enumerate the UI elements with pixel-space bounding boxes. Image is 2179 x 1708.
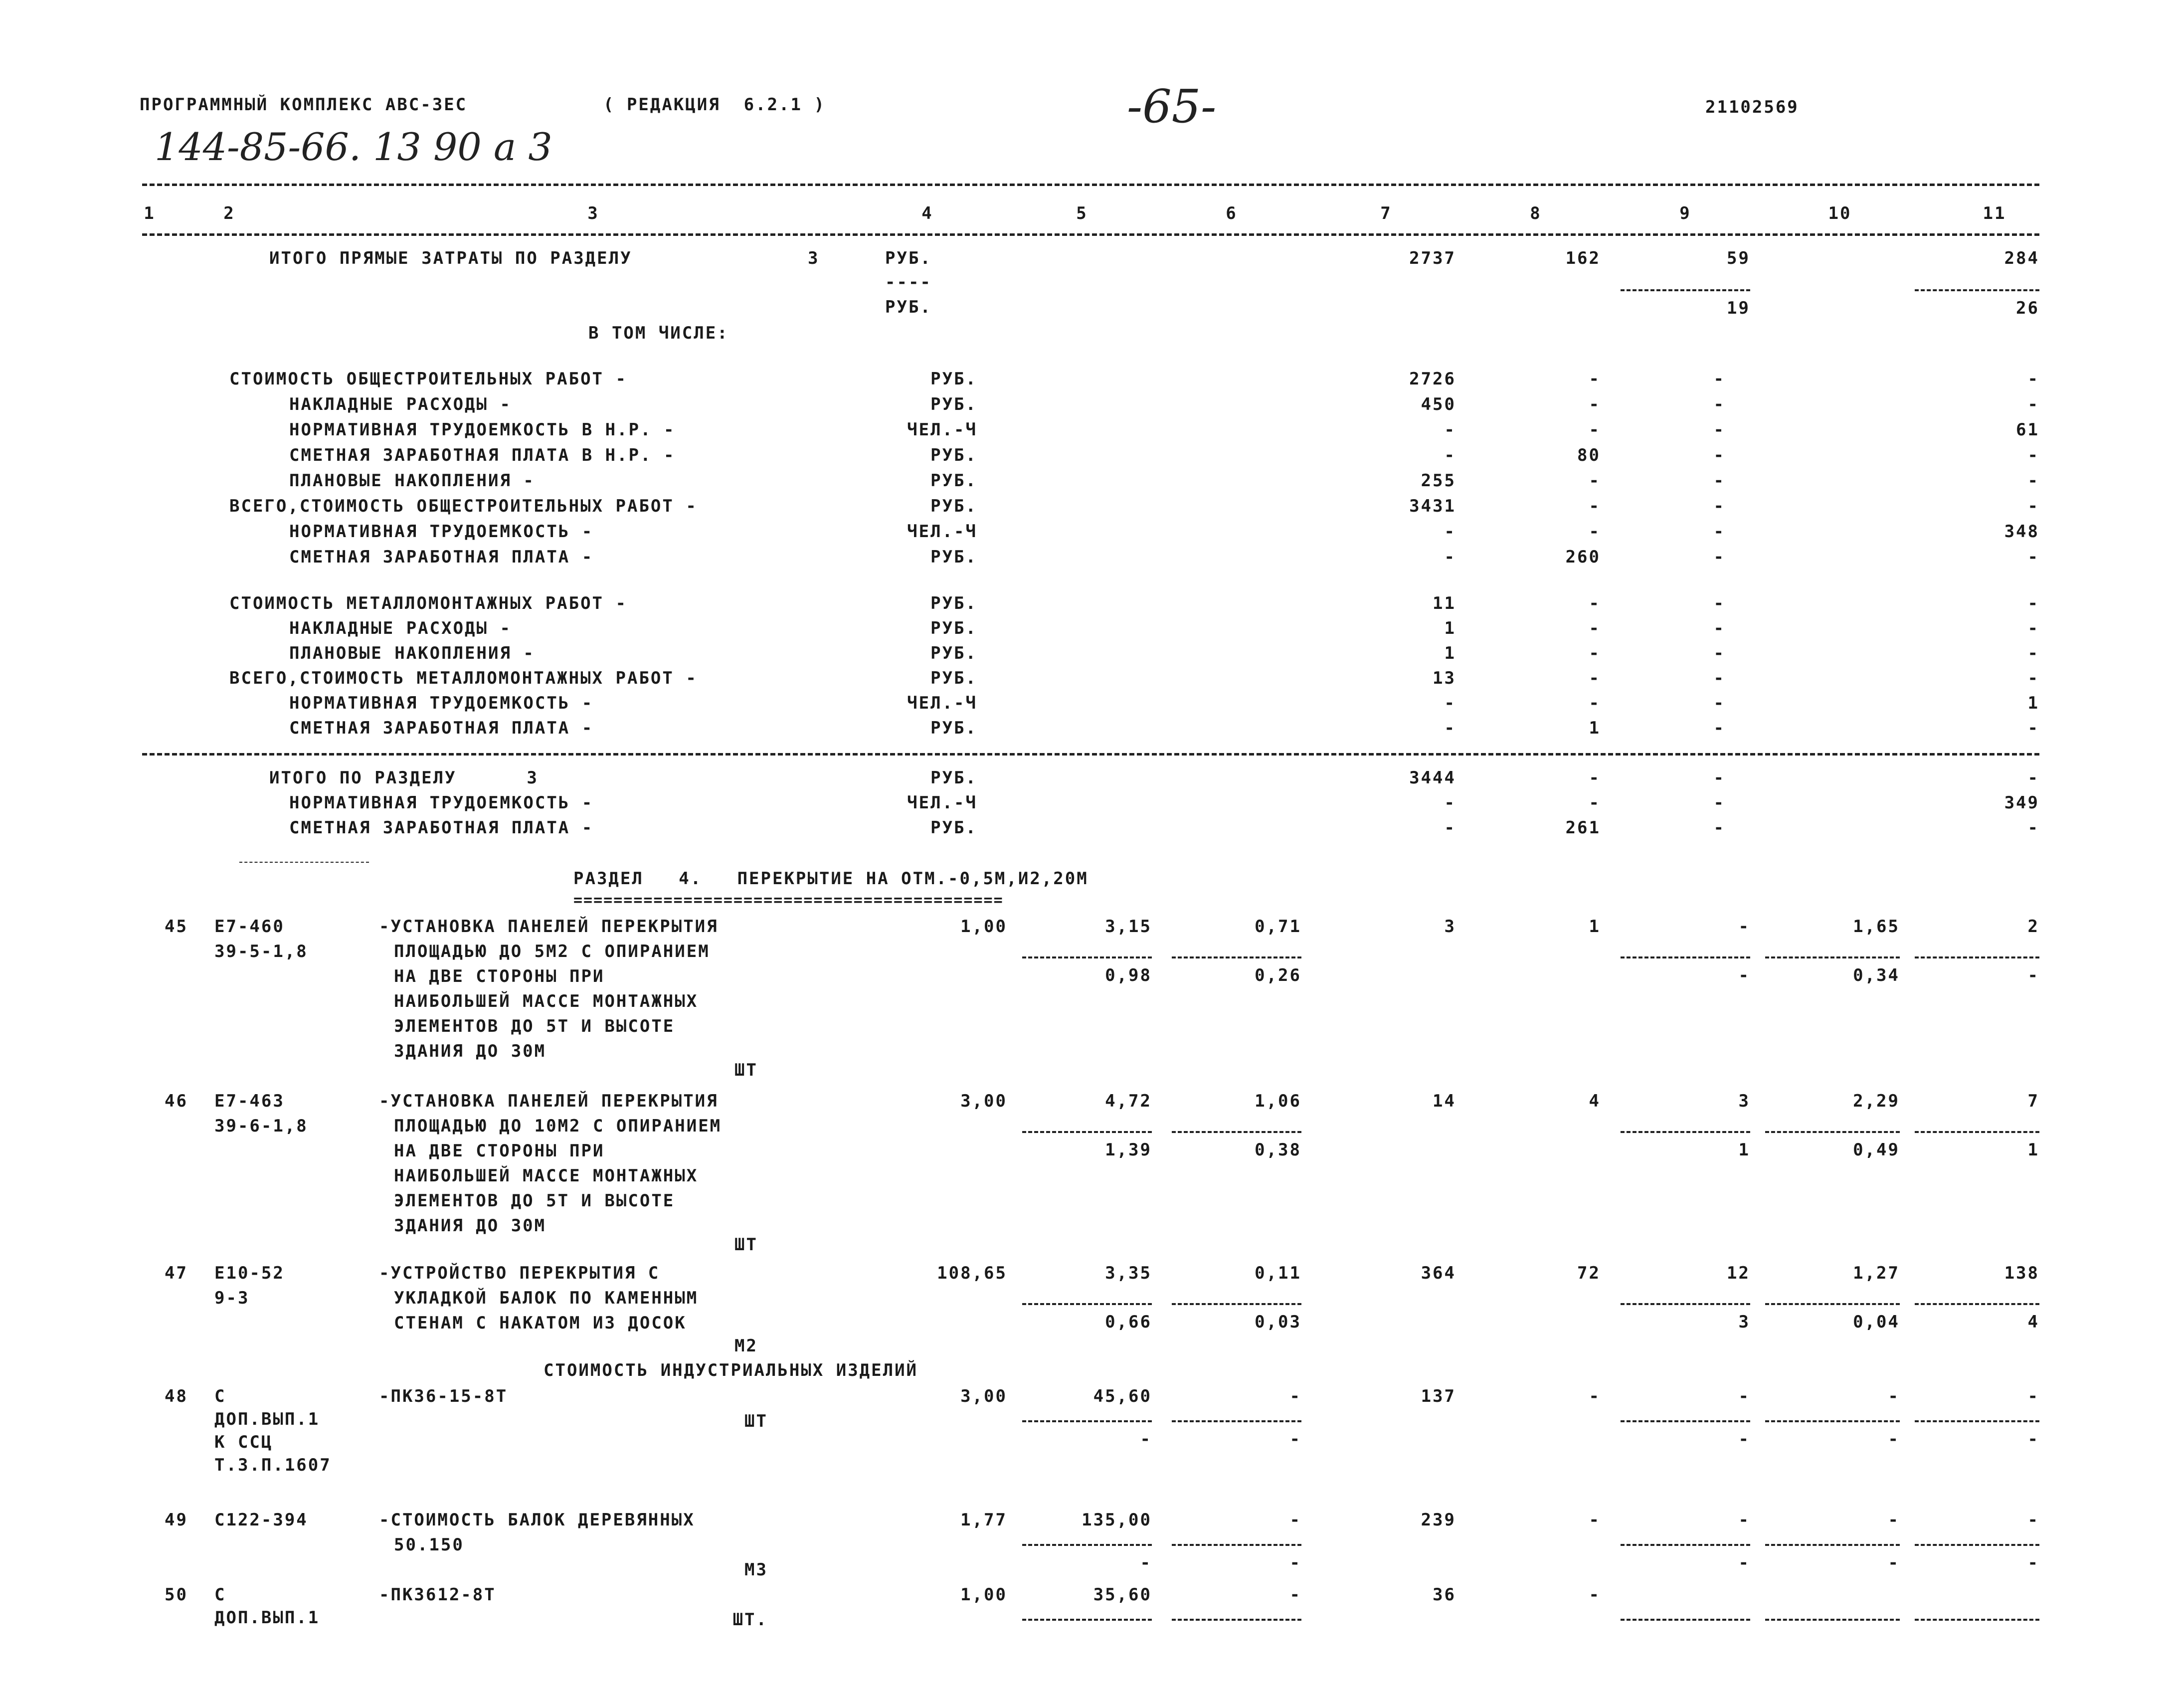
column-header-3: 3 [587,203,599,223]
item-sep-c6 [1172,1619,1301,1621]
section3-unit-sep: ---- [885,272,932,292]
metal_works-c9: - [1713,643,1725,663]
metal_works-unit: РУБ. [930,618,977,638]
section_total-c9: - [1713,793,1725,813]
item-sep-c5 [1022,1420,1152,1422]
general_works-c8: - [1589,369,1601,389]
item-code-line: ДОП.ВЫП.1 [214,1608,320,1628]
section3-c9b: 19 [1727,298,1750,318]
item-c4: 1,00 [960,1585,1007,1605]
general_works-c8: 260 [1565,547,1601,567]
section_total-c9: - [1713,818,1725,838]
section3-c7: 2737 [1409,248,1456,268]
item-sep-c6 [1172,1420,1301,1422]
item-code: С [214,1585,226,1605]
edition: ( РЕДАКЦИЯ 6.2.1 ) [603,95,826,115]
item-c4: 3,00 [960,1091,1007,1111]
item-sep-c5 [1022,1619,1152,1621]
item-unit: ШТ [734,1060,758,1080]
general_works-c11: 348 [2004,522,2039,542]
item-desc-line: ЗДАНИЯ ДО 30М [394,1216,546,1236]
section_total-unit: РУБ. [930,768,977,788]
metal_works-label: СМЕТНАЯ ЗАРАБОТНАЯ ПЛАТА - [289,718,594,738]
section3-c9: 59 [1727,248,1750,268]
metal_works-c7: 1 [1444,643,1456,663]
general_works-c11: 61 [2016,420,2039,440]
general_works-c9: - [1713,496,1725,516]
item-desc-line: НАИБОЛЬШЕЙ МАССЕ МОНТАЖНЫХ [394,1166,699,1186]
item-desc-line: ЗДАНИЯ ДО 30М [394,1041,546,1061]
item-c5b: - [1140,1553,1152,1573]
metal_works-c8: - [1589,618,1601,638]
item-c4: 108,65 [937,1263,1007,1283]
section3-unit2: РУБ. [885,297,932,317]
section_total-c11: - [2027,768,2039,788]
item-sep-c9 [1621,1544,1750,1546]
item-c9b: 3 [1738,1312,1750,1332]
item-c11: 7 [2027,1091,2039,1111]
general_works-c7: - [1444,420,1456,440]
general_works-c8: - [1589,394,1601,414]
item-c9: - [1738,1510,1750,1530]
item-sep-c5 [1022,1303,1152,1305]
general_works-c11: - [2027,394,2039,414]
item-c9: 3 [1738,1091,1750,1111]
item-c8: - [1589,1386,1601,1406]
metal_works-c7: - [1444,718,1456,738]
metal_works-label: НОРМАТИВНАЯ ТРУДОЕМКОСТЬ - [289,693,594,713]
item-unit: М2 [734,1336,758,1356]
general_works-c9: - [1713,445,1725,465]
item-sep-c11 [1915,1303,2039,1305]
item-num: 47 [165,1263,188,1283]
item-c5b: - [1140,1429,1152,1449]
item-c5: 135,00 [1082,1510,1152,1530]
item-sep-c10 [1765,1131,1900,1133]
item-c4: 3,00 [960,1386,1007,1406]
page-number-handwritten: -65- [1127,80,1217,133]
item-c5b: 0,66 [1105,1312,1152,1332]
column-header-8: 8 [1530,203,1542,223]
handwritten-code: 144-85-66. 13 90 a 3 [155,125,552,169]
metal_works-c8: 1 [1589,718,1601,738]
item-c11b: 4 [2027,1312,2039,1332]
metal_works-label: СТОИМОСТЬ МЕТАЛЛОМОНТАЖНЫХ РАБОТ - [229,593,627,613]
general_works-c7: - [1444,547,1456,567]
item-desc-line: УКЛАДКОЙ БАЛОК ПО КАМЕННЫМ [394,1288,699,1308]
item-code: Е7-460 [214,917,285,937]
item-sep-c9 [1621,1131,1750,1133]
section3-c8: 162 [1565,248,1601,268]
item-code: Е10-52 [214,1263,285,1283]
metal_works-unit: РУБ. [930,718,977,738]
metal_works-label: ПЛАНОВЫЕ НАКОПЛЕНИЯ - [289,643,535,663]
general_works-unit: РУБ. [930,547,977,567]
general_works-unit: РУБ. [930,394,977,414]
item-sep-c5 [1022,1544,1152,1546]
metal_works-c9: - [1713,693,1725,713]
metal_works-c8: - [1589,643,1601,663]
item-c8: - [1589,1585,1601,1605]
section4-underline: =========================================== [573,892,1004,909]
section_total-c7: 3444 [1409,768,1456,788]
item-c10b: 0,34 [1853,965,1900,985]
section_total-label: СМЕТНАЯ ЗАРАБОТНАЯ ПЛАТА - [289,818,594,838]
program-name: ПРОГРАММНЫЙ КОМПЛЕКС АВС-ЗЕС [140,95,468,115]
item-c8: - [1589,1510,1601,1530]
item-desc-line: НА ДВЕ СТОРОНЫ ПРИ [394,966,605,986]
item-c5: 3,35 [1105,1263,1152,1283]
doc-number: 21102569 [1705,97,1799,117]
item-code-line: Т.3.П.1607 [214,1455,332,1475]
item-c9b: - [1738,1553,1750,1573]
item-c7: 14 [1433,1091,1456,1111]
section_total-c7: - [1444,818,1456,838]
item-num: 46 [165,1091,188,1111]
item-c7: 364 [1421,1263,1456,1283]
item-c9: - [1738,917,1750,937]
item-c4: 1,77 [960,1510,1007,1530]
general_works-c11: - [2027,471,2039,491]
item-sep-c10 [1765,1303,1900,1305]
general_works-label: СМЕТНАЯ ЗАРАБОТНАЯ ПЛАТА В Н.Р. - [289,445,676,465]
section3-c11: 284 [2004,248,2039,268]
section_total-c8: - [1589,768,1601,788]
general_works-c9: - [1713,369,1725,389]
section3-total-num: 3 [808,248,820,268]
item-desc2: 50.150 [394,1535,464,1555]
item-sep-c10 [1765,1420,1900,1422]
general_works-label: ВСЕГО,СТОИМОСТЬ ОБЩЕСТРОИТЕЛЬНЫХ РАБОТ - [229,496,698,516]
item-sep-c9 [1621,956,1750,958]
item-c11b: - [2027,965,2039,985]
metal_works-c9: - [1713,618,1725,638]
item-c5b: 1,39 [1105,1140,1152,1160]
item-num: 49 [165,1510,188,1530]
metal_works-unit: РУБ. [930,593,977,613]
item-c8: 1 [1589,917,1601,937]
item-sep-c11 [1915,1420,2039,1422]
general_works-label: НОРМАТИВНАЯ ТРУДОЕМКОСТЬ В Н.Р. - [289,420,676,440]
item-unit: ШТ [734,1235,758,1255]
industrial-header: СТОИМОСТЬ ИНДУСТРИАЛЬНЫХ ИЗДЕЛИЙ [544,1360,918,1380]
item-c10: 1,65 [1853,917,1900,937]
column-header-1: 1 [144,203,156,223]
section_total-c7: - [1444,793,1456,813]
section_total-c11: 349 [2004,793,2039,813]
header-rule-top [142,184,2039,186]
item-c9b: - [1738,1429,1750,1449]
item-c6b: - [1289,1553,1301,1573]
header-rule-bottom [142,233,2039,236]
item-sep-c11 [1915,1544,2039,1546]
metal_works-c11: - [2027,593,2039,613]
general_works-c8: - [1589,420,1601,440]
item-c6b: - [1289,1429,1301,1449]
item-c7: 239 [1421,1510,1456,1530]
item-sep-c11 [1915,956,2039,958]
column-header-2: 2 [223,203,235,223]
item-c10: 2,29 [1853,1091,1900,1111]
item-c7: 3 [1444,917,1456,937]
column-header-10: 10 [1828,203,1852,223]
item-code2: 9-3 [214,1288,250,1308]
item-num: 45 [165,917,188,937]
item-desc: -СТОИМОСТЬ БАЛОК ДЕРЕВЯННЫХ [379,1510,695,1530]
item-code2: 39-5-1,8 [214,942,308,961]
item-c6: - [1289,1510,1301,1530]
item-sep-c5 [1022,956,1152,958]
general_works-label: СМЕТНАЯ ЗАРАБОТНАЯ ПЛАТА - [289,547,594,567]
item-sep-c6 [1172,1303,1301,1305]
general_works-c9: - [1713,522,1725,542]
item-sep-c5 [1022,1131,1152,1133]
general_works-label: ПЛАНОВЫЕ НАКОПЛЕНИЯ - [289,471,535,491]
general_works-c11: - [2027,369,2039,389]
metal_works-c11: - [2027,718,2039,738]
item-c11: 2 [2027,917,2039,937]
general_works-c7: 3431 [1409,496,1456,516]
general_works-c7: - [1444,445,1456,465]
section3-sep-c9 [1621,289,1750,291]
general_works-label: НАКЛАДНЫЕ РАСХОДЫ - [289,394,512,414]
metal_works-c9: - [1713,593,1725,613]
item-c4: 1,00 [960,917,1007,937]
item-sep-c6 [1172,956,1301,958]
general_works-unit: РУБ. [930,471,977,491]
column-header-5: 5 [1076,203,1088,223]
item-c10: - [1888,1510,1900,1530]
general_works-c8: 80 [1577,445,1601,465]
general_works-c8: - [1589,522,1601,542]
item-code: С [214,1386,226,1406]
item-c6: 0,71 [1255,917,1301,937]
metal_works-c7: 13 [1433,668,1456,688]
general_works-unit: РУБ. [930,445,977,465]
metal_works-c11: - [2027,643,2039,663]
item-c11: 138 [2004,1263,2039,1283]
column-header-7: 7 [1380,203,1392,223]
item-c6b: 0,26 [1255,965,1301,985]
metal_works-c8: - [1589,668,1601,688]
item-c5: 45,60 [1093,1386,1152,1406]
item-code2: 39-6-1,8 [214,1116,308,1136]
item-sep-c6 [1172,1544,1301,1546]
section_total-c9: - [1713,768,1725,788]
section_total-c8: 261 [1565,818,1601,838]
item-desc: -ПК3612-8Т [379,1585,496,1605]
metal_works-c7: 1 [1444,618,1456,638]
section3-sep-c11 [1915,289,2039,291]
general_works-c7: - [1444,522,1456,542]
metal_works-c11: 1 [2027,693,2039,713]
general_works-label: НОРМАТИВНАЯ ТРУДОЕМКОСТЬ - [289,522,594,542]
section_total-unit: ЧЕЛ.-Ч [907,793,977,813]
item-c10b: - [1888,1429,1900,1449]
item-c6: - [1289,1585,1301,1605]
metal_works-c9: - [1713,718,1725,738]
item-c11: - [2027,1510,2039,1530]
item-c8: 72 [1577,1263,1601,1283]
item-c6: - [1289,1386,1301,1406]
item-c9: 12 [1727,1263,1750,1283]
metal_works-label: НАКЛАДНЫЕ РАСХОДЫ - [289,618,512,638]
general_works-c11: - [2027,547,2039,567]
section-total-rule [142,753,2039,756]
metal_works-unit: РУБ. [930,643,977,663]
item-c9b: - [1738,965,1750,985]
section3-total-label: ИТОГО ПРЯМЫЕ ЗАТРАТЫ ПО РАЗДЕЛУ [269,248,632,268]
general_works-label: СТОИМОСТЬ ОБЩЕСТРОИТЕЛЬНЫХ РАБОТ - [229,369,627,389]
metal_works-c9: - [1713,668,1725,688]
item-c5: 35,60 [1093,1585,1152,1605]
item-code-line: К ССЦ [214,1432,273,1452]
general_works-unit: ЧЕЛ.-Ч [907,522,977,542]
metal_works-c11: - [2027,618,2039,638]
item-c7: 36 [1433,1585,1456,1605]
item-sep-c11 [1915,1619,2039,1621]
item-desc-line: -УСТРОЙСТВО ПЕРЕКРЫТИЯ С [379,1263,660,1283]
general_works-c7: 2726 [1409,369,1456,389]
general_works-unit: ЧЕЛ.-Ч [907,420,977,440]
column-header-11: 11 [1983,203,2006,223]
item-sep-c6 [1172,1131,1301,1133]
item-desc-line: ПЛОЩАДЬЮ ДО 5М2 С ОПИРАНИЕМ [394,942,710,961]
item-sep-c9 [1621,1303,1750,1305]
item-c7: 137 [1421,1386,1456,1406]
section3-c11b: 26 [2016,298,2039,318]
item-c10b: 0,49 [1853,1140,1900,1160]
column-header-6: 6 [1226,203,1238,223]
section_total-c11: - [2027,818,2039,838]
general_works-c9: - [1713,547,1725,567]
metal_works-unit: РУБ. [930,668,977,688]
item-c5: 3,15 [1105,917,1152,937]
item-unit: ШТ [744,1411,768,1431]
item-code: С122-394 [214,1510,308,1530]
item-desc-line: НА ДВЕ СТОРОНЫ ПРИ [394,1141,605,1161]
including-label: В ТОМ ЧИСЛЕ: [588,323,729,343]
item-c10b: - [1888,1553,1900,1573]
item-num: 48 [165,1386,188,1406]
item-c10: 1,27 [1853,1263,1900,1283]
section_total-c8: - [1589,793,1601,813]
item-unit: ШТ. [732,1610,768,1630]
item-c6: 0,11 [1255,1263,1301,1283]
item-sep-c9 [1621,1619,1750,1621]
item-desc-line: ЭЛЕМЕНТОВ ДО 5Т И ВЫСОТЕ [394,1191,675,1211]
item-c11: - [2027,1386,2039,1406]
general_works-c9: - [1713,394,1725,414]
item-c6b: 0,03 [1255,1312,1301,1332]
item-desc-line: СТЕНАМ С НАКАТОМ ИЗ ДОСОК [394,1313,687,1333]
item-desc: -ПК36-15-8Т [379,1386,508,1406]
general_works-c11: - [2027,445,2039,465]
section3-unit: РУБ. [885,248,932,268]
general_works-c11: - [2027,496,2039,516]
item-c11b: 1 [2027,1140,2039,1160]
item-c11b: - [2027,1429,2039,1449]
item-desc-line: -УСТАНОВКА ПАНЕЛЕЙ ПЕРЕКРЫТИЯ [379,1091,719,1111]
metal_works-label: ВСЕГО,СТОИМОСТЬ МЕТАЛЛОМОНТАЖНЫХ РАБОТ - [229,668,698,688]
item-desc-line: ПЛОЩАДЬЮ ДО 10М2 С ОПИРАНИЕМ [394,1116,722,1136]
column-header-4: 4 [921,203,933,223]
section_total-label: НОРМАТИВНАЯ ТРУДОЕМКОСТЬ - [289,793,594,813]
metal_works-c7: 11 [1433,593,1456,613]
metal_works-c7: - [1444,693,1456,713]
general_works-unit: РУБ. [930,496,977,516]
item-c9: - [1738,1386,1750,1406]
item-sep-c10 [1765,1619,1900,1621]
metal_works-c8: - [1589,593,1601,613]
item-c10: - [1888,1386,1900,1406]
general_works-c9: - [1713,420,1725,440]
general_works-c8: - [1589,471,1601,491]
item-desc-line: -УСТАНОВКА ПАНЕЛЕЙ ПЕРЕКРЫТИЯ [379,917,719,937]
item-sep-c9 [1621,1420,1750,1422]
item-c11b: - [2027,1553,2039,1573]
item-c6: 1,06 [1255,1091,1301,1111]
section_total-unit: РУБ. [930,818,977,838]
item-desc-line: ЭЛЕМЕНТОВ ДО 5Т И ВЫСОТЕ [394,1016,675,1036]
item-c6b: 0,38 [1255,1140,1301,1160]
item-c8: 4 [1589,1091,1601,1111]
item-unit: М3 [744,1560,768,1580]
item-sep-c10 [1765,1544,1900,1546]
stray-mark [239,862,369,863]
item-num: 50 [165,1585,188,1605]
section4-title: РАЗДЕЛ 4. ПЕРЕКРЫТИЕ НА ОТМ.-0,5М,И2,20М [573,869,1089,889]
item-desc-line: НАИБОЛЬШЕЙ МАССЕ МОНТАЖНЫХ [394,991,699,1011]
item-code: Е7-463 [214,1091,285,1111]
item-sep-c11 [1915,1131,2039,1133]
item-sep-c10 [1765,956,1900,958]
item-code-line: ДОП.ВЫП.1 [214,1409,320,1429]
general_works-c7: 255 [1421,471,1456,491]
metal_works-unit: ЧЕЛ.-Ч [907,693,977,713]
item-c5b: 0,98 [1105,965,1152,985]
column-header-9: 9 [1679,203,1691,223]
general_works-c9: - [1713,471,1725,491]
item-c9b: 1 [1738,1140,1750,1160]
metal_works-c8: - [1589,693,1601,713]
general_works-unit: РУБ. [930,369,977,389]
section_total-label: ИТОГО ПО РАЗДЕЛУ 3 [269,768,539,788]
item-c10b: 0,04 [1853,1312,1900,1332]
metal_works-c11: - [2027,668,2039,688]
item-c5: 4,72 [1105,1091,1152,1111]
general_works-c7: 450 [1421,394,1456,414]
general_works-c8: - [1589,496,1601,516]
